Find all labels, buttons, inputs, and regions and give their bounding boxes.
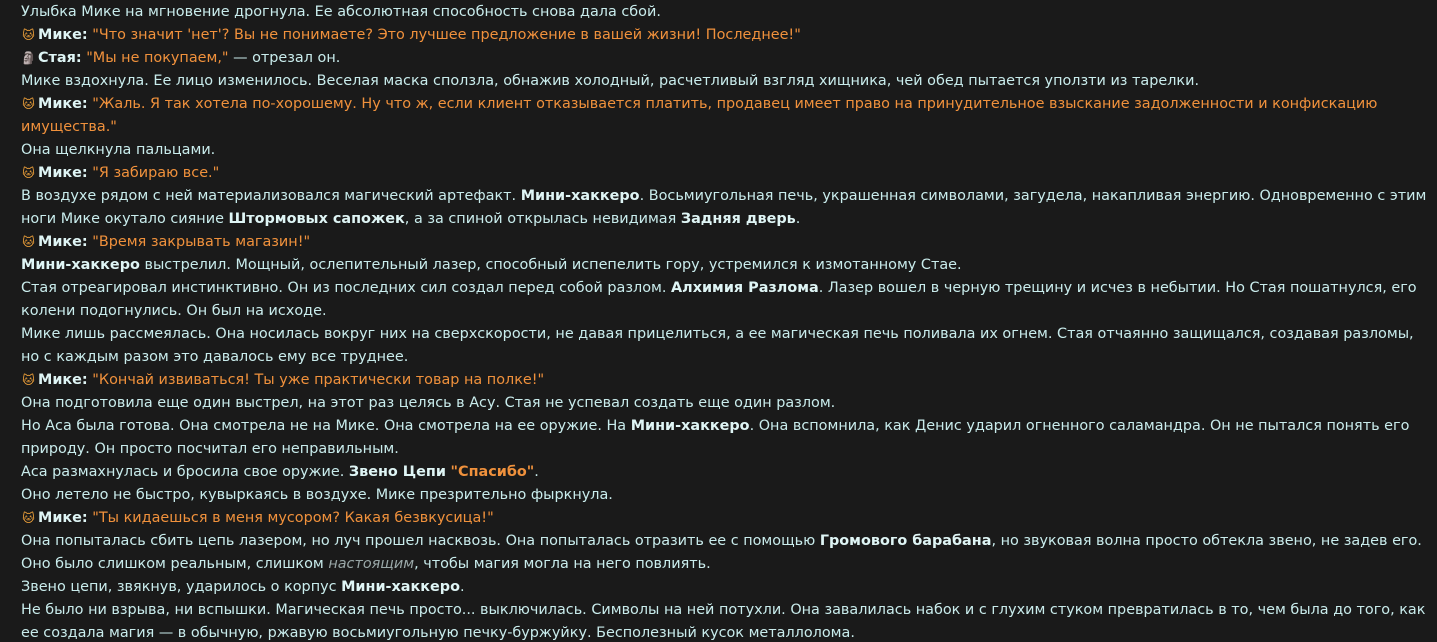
dialogue-quote: "Время закрывать магазин!" xyxy=(92,234,311,250)
dialogue-quote: "Я забираю все." xyxy=(92,165,220,181)
narration-text: , а за спиной открылась невидимая xyxy=(404,211,681,227)
dialogue-quote: "Жаль. Я так хотела по-хорошему. Ну что ж, если клиент отказывается платить, продавец имеет право на принудительное взыскание задолженности и конфискацию имущества." xyxy=(21,96,1378,135)
narration-line xyxy=(21,599,1429,642)
dialogue-quote: "Кончай извиваться! Ты уже практически товар на полке!" xyxy=(92,372,545,388)
narration-text: Мике вздохнула. Ее лицо изменилось. Веселая маска сползла, обнажив холодный, расчетливый взгляд хищника, чей обед пытается уползти из тарелки. xyxy=(21,73,1200,89)
narration-line xyxy=(21,139,1429,162)
dialogue-line-mike xyxy=(21,162,1429,185)
speaker-name: Мике: xyxy=(38,372,88,388)
item-name: Звено Цепи xyxy=(348,464,446,480)
dialogue-line-mike xyxy=(21,93,1429,139)
item-name: Штормовых сапожек xyxy=(228,211,405,227)
speaker-name: Мике: xyxy=(38,510,88,526)
item-name: Алхимия Разлома xyxy=(671,280,819,296)
narration-line xyxy=(21,415,1429,461)
speaker-name: Мике: xyxy=(38,27,88,43)
dialogue-line-mike xyxy=(21,24,1429,47)
narration-text: — отрезал он. xyxy=(228,50,341,66)
narration-line xyxy=(21,392,1429,415)
narration-text: . Лазер вошел в черную трещину и исчез в небытии. Но Стая пошатнулся, его колени подогнулись. Он был на исходе. xyxy=(21,280,1417,319)
dialogue-quote: "Что значит 'нет'? Вы не понимаете? Это лучшее предложение в вашей жизни! Последнее!" xyxy=(92,27,801,43)
narration-text: В воздухе рядом с ней материализовался магический артефакт. xyxy=(21,188,521,204)
narration-text: Звено цепи, звякнув, ударилось о корпус xyxy=(21,579,342,595)
narration-text: Стая отреагировал инстинктивно. Он из последних сил создал перед собой разлом. xyxy=(21,280,672,296)
narration-text: Не было ни взрыва, ни вспышки. Магическая печь просто... выключилась. Символы на ней потухли. Она завалилась набок и с глухим стуком превратилась в то, чем была до того, как ее создала магия — в обычную, ржавую восьмиугольную печку-буржуйку. Бесполезный кусок металлолома. xyxy=(21,602,1426,641)
narration-text: Аса размахнулась и бросила свое оружие. xyxy=(21,464,349,480)
item-name: Мини-хаккеро xyxy=(520,188,640,204)
narration-text: Она подготовила еще один выстрел, на этот раз целясь в Асу. Стая не успевал создать еще один разлом. xyxy=(21,395,836,411)
speaker-name: Стая: xyxy=(38,50,82,66)
dialogue-line-mike xyxy=(21,231,1429,254)
cat-face-icon: 🐱 xyxy=(22,373,35,387)
narration-line xyxy=(21,1,1429,24)
narration-line xyxy=(21,185,1429,231)
narration-text: Оно летело не быстро, кувыркаясь в воздухе. Мике презрительно фыркнула. xyxy=(21,487,613,503)
speaker-name: Мике: xyxy=(38,234,88,250)
cat-face-icon: 🐱 xyxy=(22,166,35,180)
item-name: Мини-хаккеро xyxy=(630,418,750,434)
narration-text: . xyxy=(460,579,465,595)
narration-text: Мике лишь рассмеялась. Она носилась вокруг них на сверхскорости, не давая прицелиться, а ее магическая печь поливала их огнем. Стая отчаянно защищался, создавая разломы, но с каждым разом это давалось ему все труднее. xyxy=(21,326,1414,365)
speaker-name: Мике: xyxy=(38,165,88,181)
narration-line xyxy=(21,323,1429,369)
speaker-name: Мике: xyxy=(38,96,88,112)
narration-line xyxy=(21,461,1429,484)
narration-line xyxy=(21,70,1429,93)
narration-text: , чтобы магия могла на него повлиять. xyxy=(414,556,711,572)
cat-face-icon: 🐱 xyxy=(22,28,35,42)
item-name: Громового барабана xyxy=(819,533,992,549)
narration-text: . Восьмиугольная печь, украшенная символами, загудела, накапливая энергию. Одновременно с этим ноги Мике окутало сияние xyxy=(21,188,1427,227)
narration-line xyxy=(21,254,1429,277)
item-name-quote: "Спасибо" xyxy=(450,464,535,480)
dialogue-line-mike xyxy=(21,369,1429,392)
narration-text: выстрелил. Мощный, ослепительный лазер, способный испепелить гору, устремился к измотанному Стае. xyxy=(139,257,962,273)
narration-text: . Она вспомнила, как Денис ударил огненного саламандра. Он не пытался понять его природу. Он просто посчитал его неправильным. xyxy=(21,418,1410,457)
narration-text: Она попыталась сбить цепь лазером, но луч прошел насквозь. Она попыталась отразить ее с помощью xyxy=(21,533,820,549)
narration-line xyxy=(21,277,1429,323)
narration-line xyxy=(21,576,1429,599)
cat-face-icon: 🐱 xyxy=(22,235,35,249)
item-name: Задняя дверь xyxy=(680,211,796,227)
cat-face-icon: 🐱 xyxy=(22,511,35,525)
item-name: Мини-хаккеро xyxy=(341,579,460,595)
dialogue-quote: "Ты кидаешься в меня мусором? Какая безвкусица!" xyxy=(92,510,494,526)
dialogue-line-mike xyxy=(21,507,1429,530)
item-name: Мини-хаккеро xyxy=(21,257,140,273)
dialogue-quote: "Мы не покупаем," xyxy=(86,50,229,66)
emphasis-text: настоящим xyxy=(328,556,415,572)
narration-line xyxy=(21,484,1429,507)
narration-text: Улыбка Мике на мгновение дрогнула. Ее абсолютная способность снова дала сбой. xyxy=(21,4,661,20)
dialogue-line-staya xyxy=(21,47,1429,70)
narration-text: . xyxy=(795,211,801,227)
narration-text: , но звуковая волна просто обтекла звено, не задев его. Оно было слишком реальным, слишком xyxy=(21,533,1422,572)
narration-text: . xyxy=(534,464,539,480)
narration-text: Но Аса была готова. Она смотрела не на Мике. Она смотрела на ее оружие. На xyxy=(21,418,631,434)
narration-text: Она щелкнула пальцами. xyxy=(21,142,216,158)
cat-face-icon: 🐱 xyxy=(22,97,35,111)
narration-line xyxy=(21,530,1429,576)
moai-stone-icon: 🗿 xyxy=(21,51,36,65)
